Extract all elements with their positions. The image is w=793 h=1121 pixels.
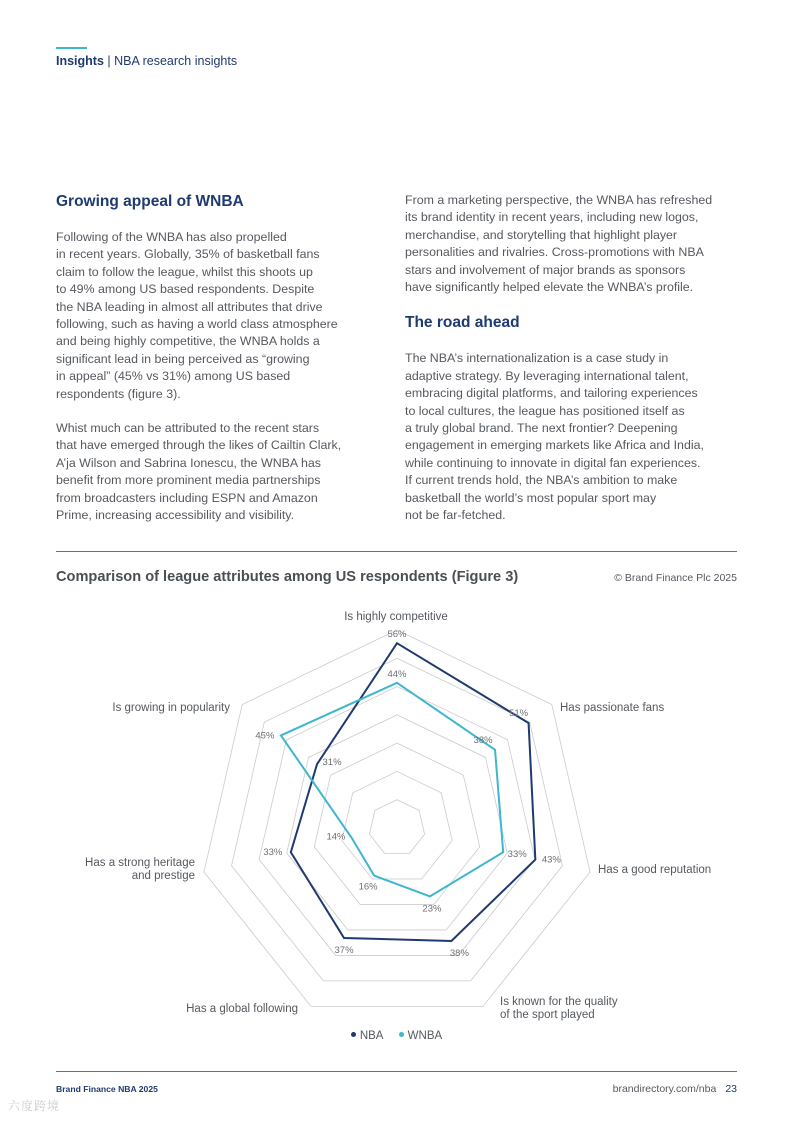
legend-label-nba: NBA xyxy=(359,1030,384,1042)
section-heading-wnba: Growing appeal of WNBA xyxy=(56,193,244,210)
series-line-wnba xyxy=(281,683,503,897)
footer-url[interactable]: brandirectory.com/nba xyxy=(612,1083,717,1095)
legend-item-nba xyxy=(351,1030,384,1042)
grid-ring xyxy=(369,800,424,854)
header-separator: | xyxy=(103,54,115,68)
legend-label-wnba: WNBA xyxy=(407,1030,443,1042)
value-label-wnba: 33% xyxy=(507,849,527,861)
header-section: Insights xyxy=(56,54,104,68)
value-label-nba: 56% xyxy=(387,629,407,641)
radar-chart xyxy=(0,600,793,1030)
value-label-nba: 31% xyxy=(322,757,342,769)
figure-copyright: © Brand Finance Plc 2025 xyxy=(614,572,737,584)
axis-label: Is highly competitive xyxy=(344,611,448,623)
value-label-wnba: 14% xyxy=(326,831,346,843)
section-heading-road-ahead: The road ahead xyxy=(405,314,520,332)
footer-publication: Brand Finance NBA 2025 xyxy=(56,1084,158,1094)
paragraph: From a marketing perspective, the WNBA has refreshed its brand identity in recent years, including new logos, merchandise, and storytelling that highlight player personalities and rivalries. Cross-promotions with NBA stars and involvement of major brands as sponsors have significantly helped elevate the WNBA’s profile. xyxy=(405,193,713,295)
article-right-column xyxy=(405,192,735,542)
page-header xyxy=(56,54,237,68)
footer-divider xyxy=(56,1071,737,1072)
footer-meta xyxy=(613,1083,737,1095)
value-label-nba: 37% xyxy=(334,945,354,957)
axis-label: Has a global following xyxy=(186,1003,298,1015)
legend-item-wnba xyxy=(399,1030,443,1042)
figure-title: Comparison of league attributes among US respondents (Figure 3) xyxy=(56,569,519,585)
value-label-wnba: 38% xyxy=(473,734,493,746)
value-label-nba: 33% xyxy=(263,847,283,859)
header-accent-line xyxy=(56,47,87,49)
axis-label: Has passionate fans xyxy=(560,702,665,714)
value-label-wnba: 45% xyxy=(255,730,275,742)
grid-ring xyxy=(232,658,563,981)
value-label-nba: 38% xyxy=(449,947,469,959)
value-label-wnba: 16% xyxy=(358,881,378,893)
article-left-column xyxy=(56,192,386,542)
axis-label: Is known for the quality of the sport played xyxy=(500,996,618,1021)
axis-label: Has a strong heritage and prestige xyxy=(85,857,195,882)
legend-marker-wnba xyxy=(399,1032,404,1037)
value-label-nba: 51% xyxy=(509,708,529,720)
page-number: 23 xyxy=(725,1083,737,1095)
chart-legend xyxy=(0,1030,793,1042)
paragraph: Following of the WNBA has also propelled in recent years. Globally, 35% of basketball fans claim to follow the league, whilst this shoots up to 49% among US based respondents. Despite the NBA leading in almost all attributes that drive following, such as having a world class atmosphere and being highly competitive, the WNBA holds a significant lead in being perceived as “growing in appeal” (45% vs 31%) among US based respondents (figure 3). xyxy=(56,230,338,401)
section-divider xyxy=(56,551,737,552)
legend-marker-nba xyxy=(351,1032,356,1037)
paragraph: The NBA’s internationalization is a case study in adaptive strategy. By leveraging international talent, embracing digital platforms, and tailoring experiences to local cultures, the league has positioned itself as a truly global brand. The next frontier? Deepening engagement in emerging markets like Africa and India, while continuing to innovate in digital fan experiences. If current trends hold, the NBA’s ambition to make basketball the world’s most popular sport may not be far-fetched. xyxy=(405,351,704,523)
value-label-wnba: 23% xyxy=(422,903,442,915)
value-label-wnba: 44% xyxy=(387,668,407,680)
axis-label: Is growing in popularity xyxy=(112,702,230,714)
watermark-text: 六度跨境 xyxy=(8,1099,61,1113)
axis-label: Has a good reputation xyxy=(598,864,712,876)
value-label-nba: 43% xyxy=(541,854,561,866)
grid-ring xyxy=(342,771,452,879)
paragraph: Whist much can be attributed to the recent stars that have emerged through the likes of Cailtin Clark, A’ja Wilson and Sabrina Ionescu, the WNBA has benefit from more prominent media partnerships from broadcasters including ESPN and Amazon Prime, increasing accessibility and visibility. xyxy=(56,421,342,523)
header-subtitle: NBA research insights xyxy=(114,54,238,68)
